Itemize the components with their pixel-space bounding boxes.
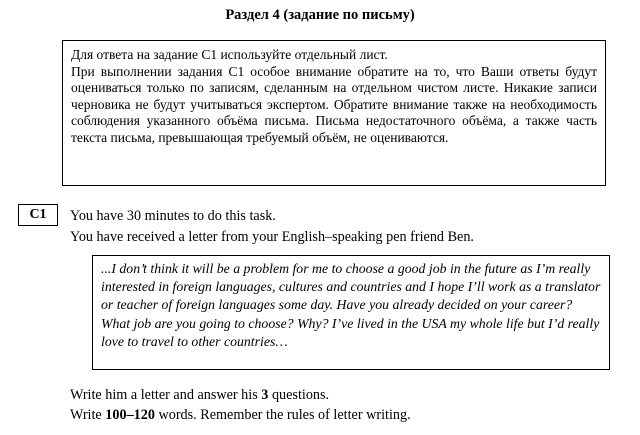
answer-line-after: questions.: [268, 387, 330, 403]
letter-excerpt-box: [92, 255, 610, 370]
task-intro-line: You have received a letter from your English–speaking pen friend Ben.: [70, 229, 474, 245]
word-count-after: words. Remember the rules of letter writing.: [154, 407, 411, 423]
instruction-box: [62, 40, 606, 186]
instruction-line-1: Для ответа на задание С1 используйте отдельный лист.: [71, 47, 388, 62]
task-time-line: You have 30 minutes to do this task.: [70, 208, 276, 224]
task-label: C1: [18, 204, 58, 226]
word-count-prefix: Write: [70, 407, 106, 423]
word-count-line: [70, 406, 411, 424]
instruction-paragraph: При выполнении задания С1 особое внимание обратите на то, что Ваши ответы будут оцениваться только по записям, сделанным на отдельном чистом листе. Никакие записи черновика не будут учитываться экспертом. Обратите внимание также на необходимость соблюдения указанного объёма письма. Письма недостаточного объёма, а также часть текста письма, превышающая требуемый объём, не оцениваются.: [71, 63, 597, 145]
section-title: Раздел 4 (задание по письму): [225, 7, 415, 23]
letter-excerpt-text: ...I don’t think it will be a problem for me to choose a good job in the future as I’m really interested in foreign languages, cultures and countries and I hope I’ll work as a translator or teacher of foreign languages some day. Have you already decided on your career? What job are you going to choose? Why? I’ve lived in the USA my whole life but I’d really love to travel to other countries…: [101, 261, 601, 349]
answer-line-before: Write him a letter and answer his: [70, 387, 262, 403]
question-count: 3: [261, 387, 269, 403]
word-count-range: 100–120: [105, 407, 155, 423]
answer-instruction-line: [70, 386, 329, 404]
